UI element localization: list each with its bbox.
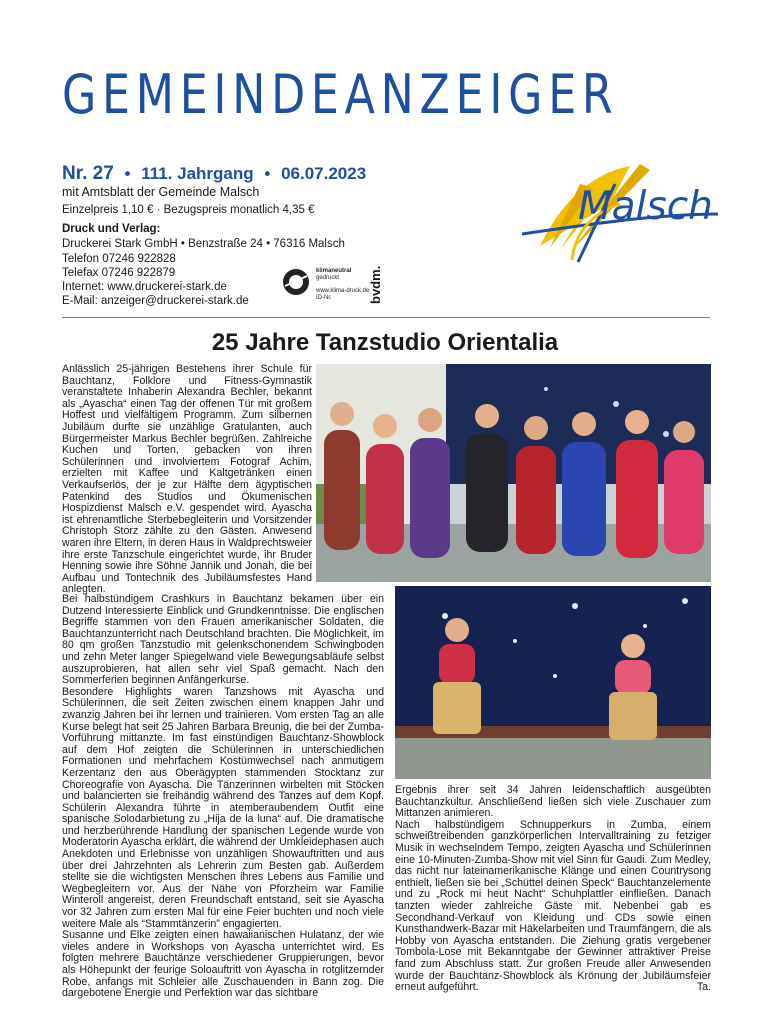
publisher-email: E-Mail: anzeiger@druckerei-stark.de [62,295,249,307]
hula-dancers-photo [395,586,711,779]
author-initials: Ta. [696,981,711,994]
issue-separator: • [264,164,271,183]
price: Einzelpreis 1,10 € · Bezugspreis monatlich 4,35 € [62,204,315,216]
header-divider [62,317,710,318]
issue-separator: • [124,164,131,183]
bvdm-logo: bvdm. [368,265,383,304]
article-column-2 [395,785,711,994]
subtitle: mit Amtsblatt der Gemeinde Malsch [62,185,260,199]
article-column-1a [62,364,312,596]
article-paragraph: Anlässlich 25-jährigen Bestehens ihrer Schule für Bauchtanz, Folklore und Fitness-Gymnastik veranstaltete Inhaberin Alexandra Bechler, bekannt als „Ayascha“ einen Tag der offenen Tür mit großem Hoffest und vielfältigem Programm. Zum silbernen Jubiläum durfte sie unzählige Gratulanten, auch Bürgermeister Markus Bechler begrüßen. Zahlreiche Kuchen und Torten, gebacken von ihren Schülerinnen und involviertem Fotograf Achim, erzielten mit Kaffee und Kaltgetränken einen Verkaufserlös, der je zur Hälfte dem ägyptischen Patenkind des Studios und Ökumenischen Hospizdienst Malsch e.V. gespendet wird. Ayascha ist ehrenamtliche Sterbebegleiterin und Vorsitzender Christoph Storz zählte zu den Gästen. Anwesend waren ihre Eltern, in deren Haus in Waldprechtsweier ihre erste Tanzschule eingerichtet wurde, ihr Bruder Henning sowie ihre Söhne Jannik und Jonah, die bei Aufbau und Tontechnik des Jubiläumsfestes Hand anlegten. [62,363,312,596]
dancers-group-photo [316,364,711,582]
article-paragraph: Besondere Highlights waren Tanzshows mit Ayascha und Schülerinnen, die seit Zeiten zwischen einem knappen Jahr und zwanzig Jahren bei ihr lernen und trainieren. Vom ersten Tag an alle Kurse belegt hat seit 25 Jahren Barbara Breunig, die bei der Zumba-Vorführung mittanzte. Im fast einstündigen Bauchtanz-Showblock auf dem Hof zeigten die Schülerinnen in unterschiedlichen Formationen und mehrfachem Kostümwechsel nach anmutigem Kerzentanz den aus Oberägypten stammenden Stocktanz zur Choreografie von Ayascha. Die Tänzerinnen wirbelten mit Stöcken und balancierten sie freihändig während des Tanzes auf dem Kopf. Schülerin Alexandra führte in atemberaubendem Outfit eine spanische Solodarbietung zu „Hija de la luna“ auf. Die dramatische und herzberührende Handlung der spanischen Legende wurde von Moderatorin Ayascha erklärt, die während der Umkleidephasen auch Anekdoten und Erlebnisse von unzähligen Showauftritten und aus über drei Jahrzehnten als Lehrerin zum Besten gab. Außerdem stellte sie die wichtigsten Menschen ihres Lebens aus Familie und Wegbegleitern vor. Aus der Nähe von Pforzheim war Familie Winteroll angereist, deren Freundschaft entstand, seit sie Ayascha vor 32 Jahren zum ersten Mal für eine Feier buchten und noch viele weitere Male als “Stammtänzerin” engagierten. [62,685,384,930]
issue-number: Nr. 27 [62,163,114,184]
issue-line [62,163,366,185]
publisher-heading: Druck und Verlag: [62,223,161,235]
article-headline: 25 Jahre Tanzstudio Orientalia [211,329,559,356]
climate-badge-text: klimaneutral gedruckt www.klima-druck.de ID-Nr. [316,268,370,301]
publisher-phone: Telefon 07246 922828 [62,253,176,265]
logo-text: Malsch [578,184,713,229]
issue-date: 06.07.2023 [281,164,367,183]
article-paragraph: Susanne und Elke zeigten einen hawaiianischen Hulatanz, der wie vieles andere in Workshops von Ayascha unterrichtet wird. Es folgten mehrere Bauchtänze verschiedener Gruppierungen, bevor als Höhepunkt der feurige Soloauftritt von Ayascha in rotglitzernder Robe, anfangs mit Schleier alle Zuschauenden in Bann zog. Die dargebotene Energie und Perfektion war das sichtbare [62,929,384,1000]
publisher-fax: Telefax 07246 922879 [62,267,176,279]
issue-volume: 111. Jahrgang [141,164,254,183]
article-paragraph: Nach halbstündigem Schnupperkurs in Zumba, einem schweißtreibenden ganzkörperlichen Intervalltraining zu fetziger Musik in wechselndem Tempo, zeigten Ayascha und Schülerinnen eine 10-Minuten-Zumba-Show mit viel Sinn für Gaudi. Zum Medley, das nicht nur lateinamerikanische Klänge und einen Countrysong enthielt, ließen sie bei „Schüttel deinen Speck“ Bauchtanzelemente und zu „Rock mi heut Nacht“ Schuhplattler einfließen. Danach tanzten wieder zahlreiche Gäste mit. Nebenbei gab es Secondhand-Verkauf von Kleidung und CDs sowie einen Kunsthandwerk-Bazar mit Häkelarbeiten und Traumfängern, die als Hobby von Ayascha entstanden. Die Ziehung gratis vergebener Tombola-Lose mit Bekanntgabe der Gewinner attraktiver Preise fand zum Abschluss statt. Zur großen Freude aller Anwesenden wurde der Bauchtanz-Showblock als Krönung der Jubiläumsfeier erneut aufgeführt. Ta. [395,818,711,994]
article-paragraph: Ergebnis ihrer seit 34 Jahren leidenschaftlich ausgeübten Bauchtanzkultur. Anschließend ließen sich viele Zuschauer zum Mittanzen animieren. [395,784,711,820]
masthead-title: GEMEINDEANZEIGER [62,63,619,126]
article-column-1b [62,594,384,1000]
publisher-internet: Internet: www.druckerei-stark.de [62,281,227,293]
publisher-address: Druckerei Stark GmbH • Benzstraße 24 • 76316 Malsch [62,238,345,250]
article-paragraph: Bei halbstündigem Crashkurs in Bauchtanz bekamen über ein Dutzend Interessierte Einblick und Grundkenntnisse. Die englischen Begriffe stammen von den Frauen amerikanischer Soldaten, die Bauchtanzunterricht nach Deutschland brachten. Die Möglichkeit, im 80 qm großen Tanzstudio mit gelenkschonendem Schwingboden und zehn Meter langer Spiegelwand viele Bewegungsabläufe selbst auszuprobieren, hat allen sehr viel Spaß gemacht. Nach den Sommerferien beginnen Anfängerkurse. [62,593,384,687]
